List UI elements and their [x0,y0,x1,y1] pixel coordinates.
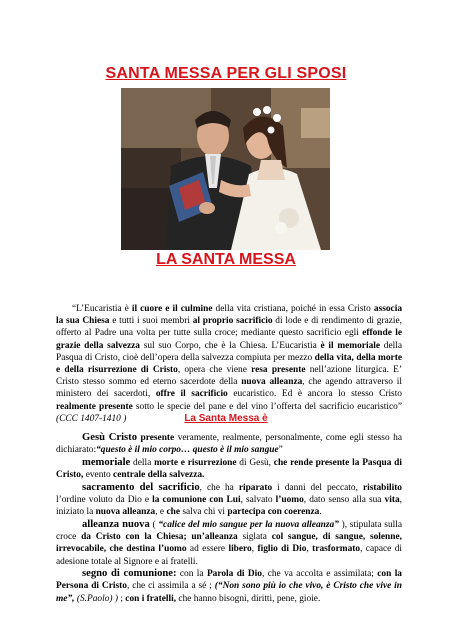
list-item-sacramento: sacramento del sacrificio, che ha riparato i danni del peccato, ristabilito l’ordine voluto da Dio e la comunione con Lui, salvato l’uomo, dato senso alla sua vita, iniziato la nuova alleanza, e che salva chi vi partecipa con coerenza. [56,481,402,518]
wedding-photo [121,88,330,250]
intro-paragraph: “L’Eucaristia è il cuore e il culmine della vita cristiana, poiché in essa Cristo associa la sua Chiesa e tutti i suoi membri al proprio sacrificio di lode e di rendimento di grazie, offerto al Padre una volta per tutte sulla croce; mediante questo sacrificio egli effonde le grazie della salvezza sul suo Corpo, che è la Chiesa. L’Eucaristia è il memoriale della Pasqua di Cristo, cioè dell’opera della salvezza compiuta per mezzo della vita, della morte e della risurrezione di Cristo, opera che viene resa presente nell’azione liturgica. E’ Cristo stesso sommo ed eterno sacerdote della nuova alleanza, che agendo attraverso il ministero dei sacerdoti, offre il sacrificio eucaristico. Ed è ancora lo stesso Cristo realmente presente sotto le specie del pane e del vino l’offerta del sacrificio eucaristico” (CCC 1407-1410 ) [56,304,403,424]
section-title: LA SANTA MESSA [156,251,296,268]
list-item-gesu: Gesù Cristo presente veramente, realmente, personalmente, come egli stesso ha dichiarato:“questo è il mio corpo… questo è il mio sangue” [56,432,402,456]
list-item-alleanza: alleanza nuova ( “calice del mio sangue per la nuova alleanza” ), stipulata sulla croce da Cristo con la Chiesa; un’alleanza siglata col sangue, di sangue, solenne, irrevocabile, che destina l’uomo ad essere libero, figlio di Dio, trasformato, capace di adesione totale al Signore e ai fratelli. [56,518,402,567]
items-list [56,432,402,605]
catechism-reference: (CCC 1407-1410 ) [56,413,127,424]
list-item-segno: segno di comunione: con la Parola di Dio, che va accolta e assimilata; con la Persona di Cristo, che ci assimila a sé ; (“Non sono più io che vivo, è Cristo che vive in me”, (S.Paolo) ) ; con i fratelli, che hanno bisogni, diritti, pene, gioie. [56,568,403,604]
list-item-memoriale: memoriale della morte e risurrezione di Gesù, che rende presente la Pasqua di Cristo, evento centrale della salvezza. [56,456,402,481]
subtitle: La Santa Messa è [184,413,268,424]
page-title: SANTA MESSA PER GLI SPOSI [105,65,347,82]
